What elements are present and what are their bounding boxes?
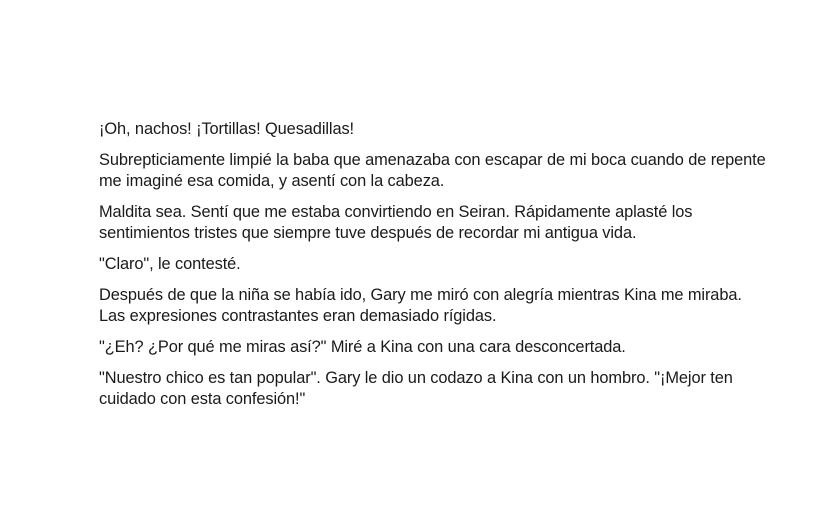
- document-body: [99, 119, 769, 420]
- paragraph-4: "Claro", le contesté.: [99, 255, 241, 273]
- paragraph-7: "Nuestro chico es tan popular". Gary le dio un codazo a Kina con un hombro. "¡Mejor ten cuidado con esta confesión!": [99, 369, 733, 408]
- paragraph-1: ¡Oh, nachos! ¡Tortillas! Quesadillas!: [99, 120, 355, 138]
- paragraph-5: Después de que la niña se había ido, Gary me miró con alegría mientras Kina me miraba. Las expresiones contrastantes eran demasiado rígidas.: [99, 286, 742, 325]
- paragraph-3: Maldita sea. Sentí que me estaba convirtiendo en Seiran. Rápidamente aplasté los sentimientos tristes que siempre tuve después de recordar mi antigua vida.: [99, 203, 693, 242]
- paragraph-2: Subrepticiamente limpié la baba que amenazaba con escapar de mi boca cuando de repente me imaginé esa comida, y asentí con la cabeza.: [99, 151, 766, 190]
- paragraph-6: "¿Eh? ¿Por qué me miras así?" Miré a Kina con una cara desconcertada.: [99, 338, 626, 356]
